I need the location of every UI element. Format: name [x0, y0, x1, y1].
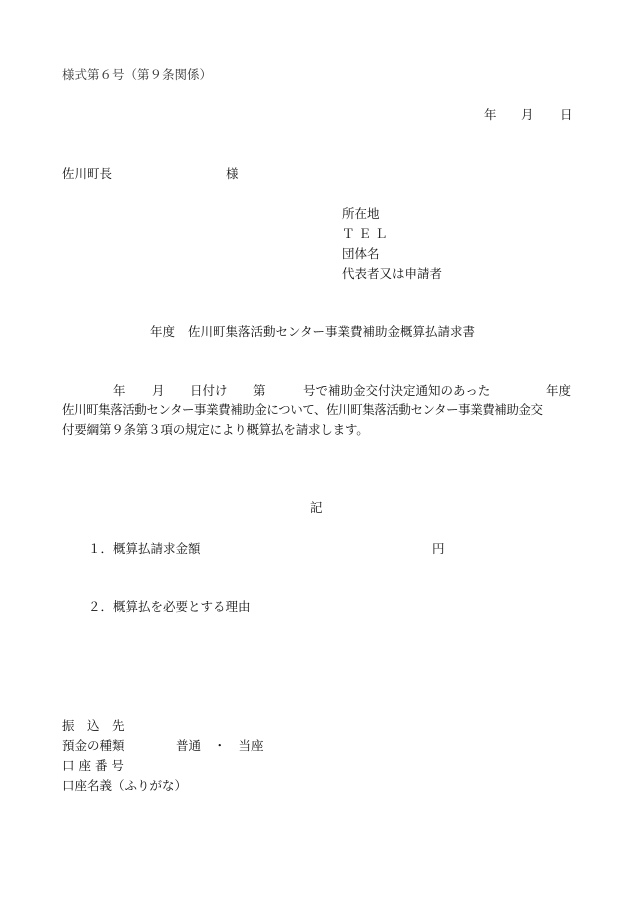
ki-heading: 記 — [310, 500, 323, 515]
item-2-label: ２．概算払を必要とする理由 — [88, 599, 251, 614]
title-fiscal-year: 年度 — [150, 324, 176, 339]
body-dai: 第 — [253, 383, 266, 398]
form-number: 様式第６号（第９条関係） — [62, 67, 213, 82]
body-fiscal-year: 年度 — [546, 383, 572, 398]
date-month: 月 — [521, 107, 534, 122]
applicant-address-label: 所在地 — [342, 206, 380, 221]
body-notice: 号で補助金交付決定通知のあった — [303, 383, 491, 398]
account-type-options: 普通 ・ 当座 — [176, 738, 264, 753]
body-month: 月 — [152, 383, 165, 398]
date-day: 日 — [560, 107, 573, 122]
applicant-group-label: 団体名 — [342, 246, 380, 261]
date-year: 年 — [484, 107, 497, 122]
addressee-name: 佐川町長 — [62, 166, 113, 181]
addressee-honorific: 様 — [226, 166, 239, 181]
transfer-heading: 振 込 先 — [62, 718, 125, 733]
account-name-label: 口座名義（ふりがな） — [62, 778, 188, 793]
applicant-tel-label: ＴＥＬ — [342, 226, 392, 241]
body-year: 年 — [113, 383, 126, 398]
body-line-2: 佐川町集落活動センター事業費補助金について、佐川町集落活動センター事業費補助金交 — [62, 402, 543, 417]
body-line-3: 付要綱第９条第３項の規定により概算払を請求します。 — [62, 422, 369, 437]
account-type-label: 預金の種類 — [62, 738, 125, 753]
body-dated: 日付け — [190, 383, 228, 398]
account-number-label: 口 座 番 号 — [62, 758, 124, 773]
applicant-representative-label: 代表者又は申請者 — [342, 266, 443, 281]
date-line — [480, 109, 580, 123]
item-1-label: １．概算払請求金額 — [88, 541, 201, 556]
item-1-unit: 円 — [432, 541, 445, 556]
page-title: 佐川町集落活動センター事業費補助金概算払請求書 — [188, 324, 476, 339]
